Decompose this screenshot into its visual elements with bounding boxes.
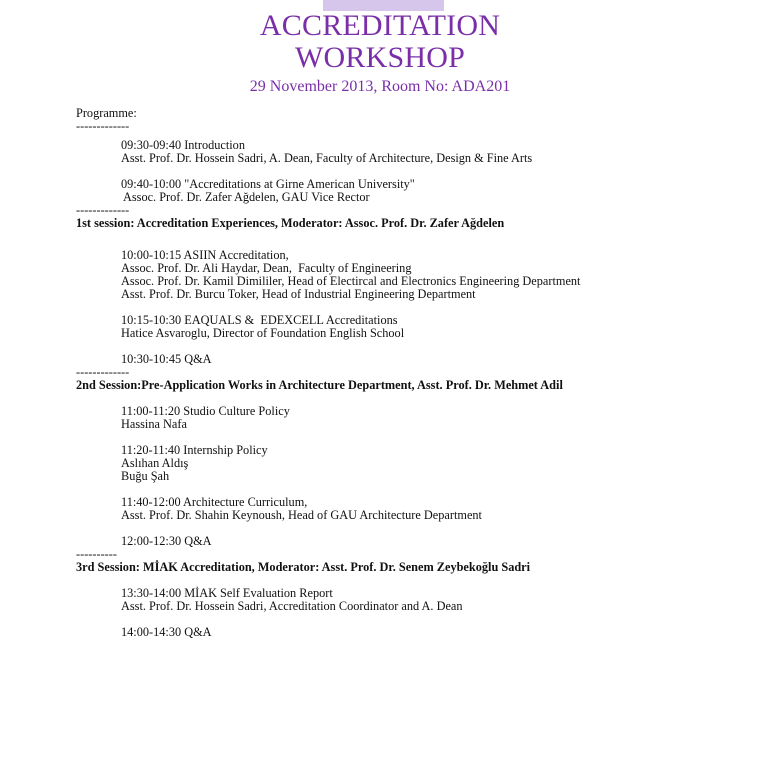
- studio-time: 11:00-11:20 Studio Culture Policy: [121, 404, 290, 418]
- intro-speaker: Asst. Prof. Dr. Hossein Sadri, A. Dean, Faculty of Architecture, Design & Fine Arts: [121, 151, 533, 165]
- eaquals-speaker: Hatice Asvaroglu, Director of Foundation English School: [121, 326, 405, 340]
- curriculum-speaker: Asst. Prof. Dr. Shahin Keynoush, Head of GAU Architecture Department: [121, 508, 482, 522]
- studio-speaker: Hassina Nafa: [121, 417, 187, 431]
- separator: -------------: [76, 119, 130, 133]
- separator: ----------: [76, 547, 117, 561]
- gau-talk-speaker: Assoc. Prof. Dr. Zafer Ağdelen, GAU Vice Rector: [123, 190, 370, 204]
- separator: -------------: [76, 365, 130, 379]
- report-time: 13:30-14:00 MİAK Self Evaluation Report: [121, 586, 333, 600]
- session3-qa: 14:00-14:30 Q&A: [121, 625, 212, 639]
- title-line-1: ACCREDITATION: [259, 9, 501, 42]
- curriculum-time: 11:40-12:00 Architecture Curriculum,: [121, 495, 308, 509]
- intro-time: 09:30-09:40 Introduction: [121, 138, 245, 152]
- internship-speaker-2: Buğu Şah: [121, 469, 170, 483]
- session2-qa: 12:00-12:30 Q&A: [121, 534, 212, 548]
- session1-title: 1st session: Accreditation Experiences, Moderator: Assoc. Prof. Dr. Zafer Ağdelen: [76, 216, 505, 230]
- asiin-speaker-3: Asst. Prof. Dr. Burcu Toker, Head of Industrial Engineering Department: [121, 287, 476, 301]
- internship-time: 11:20-11:40 Internship Policy: [121, 443, 268, 457]
- session1-qa: 10:30-10:45 Q&A: [121, 352, 212, 366]
- session2-title: 2nd Session:Pre-Application Works in Architecture Department, Asst. Prof. Dr. Mehmet Adil: [76, 378, 563, 392]
- separator: -------------: [76, 203, 130, 217]
- title-line-2: WORKSHOP: [295, 41, 465, 74]
- internship-speaker-1: Aslıhan Aldış: [121, 456, 189, 470]
- report-speaker: Asst. Prof. Dr. Hossein Sadri, Accreditation Coordinator and A. Dean: [121, 599, 463, 613]
- eaquals-time: 10:15-10:30 EAQUALS & EDEXCELL Accreditations: [121, 313, 398, 327]
- programme-heading: Programme:: [76, 106, 137, 120]
- session3-title: 3rd Session: MİAK Accreditation, Moderator: Asst. Prof. Dr. Senem Zeybekoğlu Sadri: [76, 560, 531, 574]
- gau-talk-time: 09:40-10:00 "Accreditations at Girne American University": [121, 177, 415, 191]
- programme-list: [76, 107, 746, 639]
- asiin-speaker-1: Assoc. Prof. Dr. Ali Haydar, Dean, Faculty of Engineering: [121, 261, 412, 275]
- asiin-speaker-2: Assoc. Prof. Dr. Kamil Dimililer, Head of Electircal and Electronics Engineering Department: [121, 274, 581, 288]
- asiin-time: 10:00-10:15 ASIIN Accreditation,: [121, 248, 289, 262]
- document-header: [0, 10, 760, 96]
- date-room: 29 November 2013, Room No: ADA201: [249, 78, 511, 95]
